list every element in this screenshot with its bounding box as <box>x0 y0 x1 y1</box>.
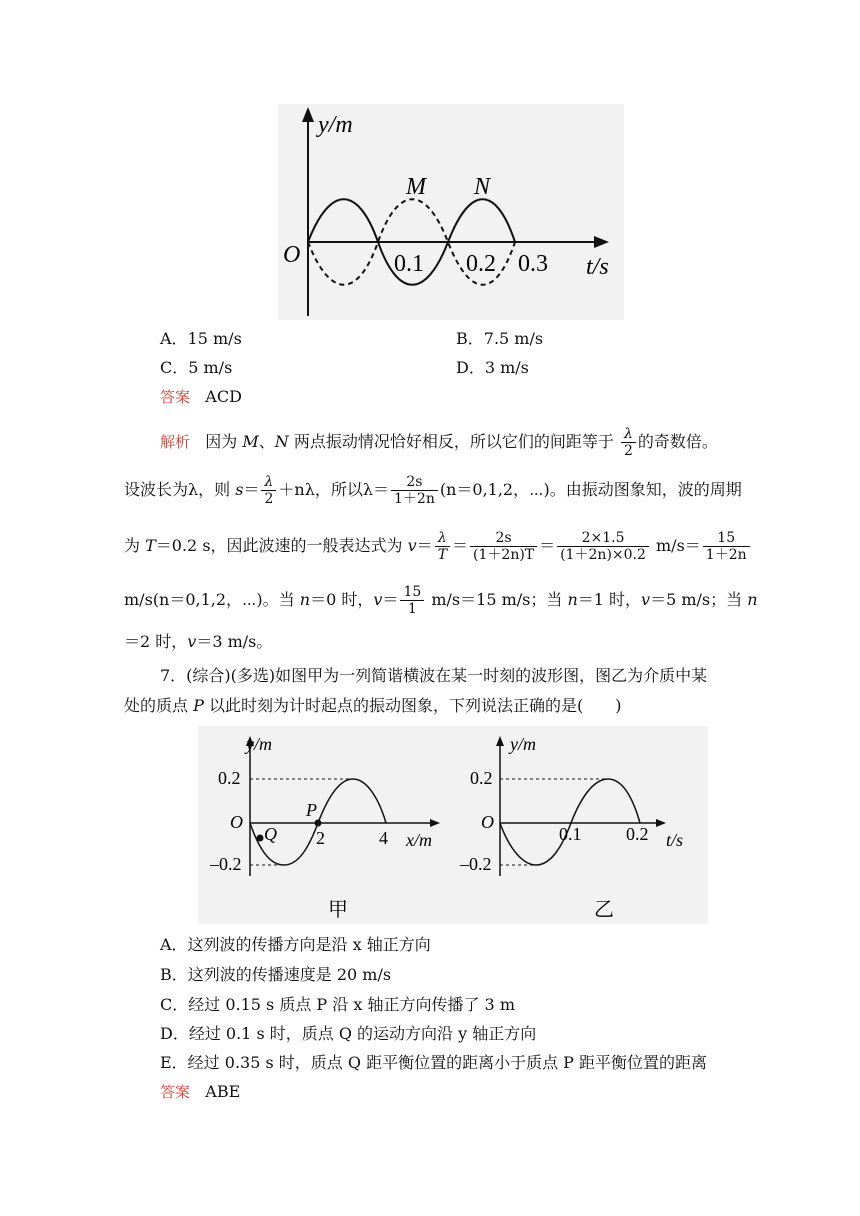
point-m-label: M <box>406 174 426 200</box>
symbol-n: n <box>747 590 758 609</box>
vibration-graph-mn <box>278 104 624 320</box>
fraction-lambda-over-t <box>435 530 450 563</box>
t-axis-label: t/s <box>586 254 609 280</box>
analysis-line-3 <box>124 530 752 563</box>
origin-label: O <box>230 812 243 832</box>
y-tick-bottom: –0.2 <box>210 854 242 874</box>
denominator: (1＋2n)×0.2 <box>560 547 646 563</box>
symbol-v: v <box>187 632 197 651</box>
fraction-lambda-over-2 <box>621 426 636 459</box>
equals: ＝ <box>382 590 399 609</box>
answer-row <box>160 387 242 407</box>
unit-text: m/s＝ <box>656 536 701 555</box>
analysis-text: ＝2 时， <box>124 632 188 651</box>
y-axis-label: y/m <box>246 734 272 754</box>
caption-jia: 甲 <box>328 899 348 921</box>
point-q-label: Q <box>264 824 277 844</box>
option-a: A．15 m/s <box>160 329 242 348</box>
analysis-text: m/s(n＝0,1,2，⋯)。当 <box>124 590 295 609</box>
y-tick-bottom: –0.2 <box>460 854 492 874</box>
caption-yi: 乙 <box>594 899 614 921</box>
analysis-text: 设波长为λ，则 <box>124 480 231 499</box>
q7-option-e: E．经过 0.35 s 时，质点 Q 距平衡位置的距离小于质点 P 距平衡位置的距离 <box>160 1053 708 1072</box>
analysis-text: ＝3 m/s。 <box>196 632 273 651</box>
point-n-ref: N <box>274 432 289 451</box>
denominator: T <box>437 547 448 563</box>
option-d: D．3 m/s <box>456 358 529 377</box>
numerator: 2s <box>470 530 537 547</box>
analysis-text: 为 <box>124 536 141 555</box>
tick-label: 0.3 <box>518 251 548 277</box>
denominator: 1 <box>407 601 417 617</box>
equals: ＝ <box>243 480 260 499</box>
point-p-dot <box>315 820 322 827</box>
symbol-n: n <box>299 590 311 609</box>
numerator: λ <box>621 426 636 443</box>
t-tick: 0.2 <box>626 824 649 844</box>
y-axis-label: y/m <box>318 112 353 138</box>
analysis-line-1 <box>160 426 718 459</box>
symbol-v: v <box>373 590 383 609</box>
fraction-general <box>470 530 537 563</box>
answer-value: ACD <box>205 387 242 406</box>
origin-label: O <box>481 812 494 832</box>
equals: ＝ <box>452 536 469 555</box>
q7-option-d: D．经过 0.1 s 时，质点 Q 的运动方向沿 y 轴正方向 <box>160 1024 537 1043</box>
fraction-calc <box>557 530 649 563</box>
analysis-text: 两点振动情况恰好相反，所以它们的间距等于 <box>293 432 614 451</box>
symbol-t: T <box>145 536 156 555</box>
y-tick-top: 0.2 <box>470 768 493 788</box>
equals: ＝ <box>416 536 433 555</box>
point-q-dot <box>257 835 264 842</box>
answer-label: 答案 <box>160 1083 191 1101</box>
denominator: 2 <box>264 491 274 507</box>
symbol-n: n <box>567 590 578 609</box>
denominator: 1＋2n <box>394 491 435 507</box>
q7-stem-line-1: 7．(综合)(多选)如图甲为一列简谐横波在某一时刻的波形图，图乙为介质中某 <box>160 666 708 685</box>
denominator: 2 <box>624 443 633 459</box>
point-n-label: N <box>474 174 491 200</box>
tick-label: 0.2 <box>466 251 496 277</box>
numerator: 2×1.5 <box>557 530 649 547</box>
symbol-v: v <box>641 590 651 609</box>
analysis-line-2 <box>124 474 742 507</box>
numerator: 2s <box>391 474 438 491</box>
answer-label: 答案 <box>160 388 191 406</box>
equals: ＝ <box>539 536 556 555</box>
stem-text: 以此时刻为计时起点的振动图象，下列说法正确的是( ) <box>208 696 622 715</box>
q7-answer-row <box>160 1082 240 1102</box>
numerator: λ <box>435 530 450 547</box>
analysis-label: 解析 <box>160 433 191 451</box>
t-tick: 0.1 <box>559 824 582 844</box>
point-p-label: P <box>306 800 317 820</box>
numerator: 15 <box>703 530 750 547</box>
fraction-15-over-1 <box>400 584 424 617</box>
denominator: (1＋2n)T <box>473 547 535 563</box>
x-axis-label: x/m <box>406 830 432 850</box>
fraction-lambda-over-2 <box>261 474 276 507</box>
t-axis-label: t/s <box>666 830 684 850</box>
analysis-text: ＝1 时， <box>577 590 642 609</box>
separator: 、 <box>258 432 275 451</box>
numerator: 15 <box>400 584 424 601</box>
q7-option-b: B．这列波的传播速度是 20 m/s <box>160 965 392 984</box>
tick-label: 0.1 <box>394 251 424 277</box>
y-axis-label: y/m <box>510 734 536 754</box>
symbol-v: v <box>407 536 417 555</box>
point-m-ref: M <box>242 432 259 451</box>
analysis-line-5 <box>124 632 272 652</box>
q7-option-c: C．经过 0.15 s 质点 P 沿 x 轴正方向传播了 3 m <box>160 995 515 1014</box>
point-p-ref: P <box>193 696 204 715</box>
analysis-text: 的奇数倍。 <box>637 432 718 451</box>
q7-stem-line-2 <box>124 696 621 716</box>
analysis-text: ＝5 m/s；当 <box>650 590 743 609</box>
x-tick: 2 <box>316 828 325 848</box>
origin-label: O <box>283 242 301 268</box>
analysis-text: ＝0.2 s，因此波速的一般表达式为 <box>155 536 403 555</box>
x-tick: 4 <box>379 828 388 848</box>
answer-value: ABE <box>205 1082 241 1101</box>
fraction-2s <box>391 474 438 507</box>
numerator: λ <box>261 474 276 491</box>
analysis-text: ＝0 时， <box>310 590 374 609</box>
option-b: B．7.5 m/s <box>456 329 544 348</box>
option-c: C．5 m/s <box>160 358 233 377</box>
wave-figures-jia-yi <box>198 726 708 924</box>
fraction-15 <box>703 530 750 563</box>
analysis-text: m/s＝15 m/s；当 <box>431 590 563 609</box>
analysis-text: (n＝0,1,2，⋯)。由振动图象知，波的周期 <box>439 480 742 499</box>
analysis-text: ＋nλ，所以λ＝ <box>278 480 389 499</box>
stem-text: 处的质点 <box>124 696 189 715</box>
denominator: 1＋2n <box>705 547 747 563</box>
analysis-text: 因为 <box>205 432 238 451</box>
y-tick-top: 0.2 <box>218 768 241 788</box>
analysis-line-4 <box>124 584 758 617</box>
symbol-s: s <box>235 480 244 499</box>
q7-option-a: A．这列波的传播方向是沿 x 轴正方向 <box>160 935 431 954</box>
